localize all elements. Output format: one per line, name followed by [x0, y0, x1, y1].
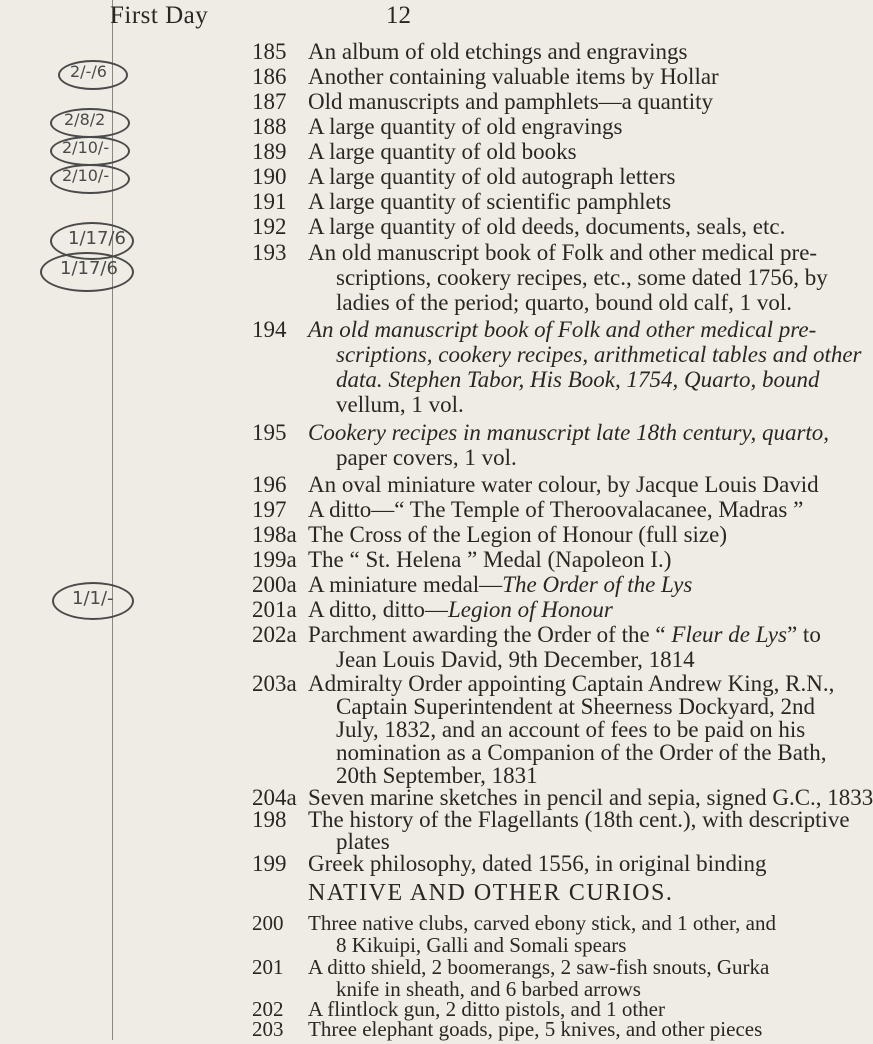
- lot-description: Another containing valuable items by Hollar: [308, 64, 719, 89]
- lot-description: Seven marine sketches in pencil and sepia, signed G.C., 1833: [308, 785, 873, 810]
- lot-description-line: nomination as a Companion of the Order of the Bath,: [336, 740, 827, 765]
- lot-number: 195: [252, 420, 287, 445]
- lot-description: A flintlock gun, 2 ditto pistols, and 1 other: [308, 997, 665, 1021]
- lot-number: 203a: [252, 671, 297, 696]
- section-heading: NATIVE AND OTHER CURIOS.: [308, 880, 674, 906]
- margin-annotation: 1/17/6: [68, 228, 126, 249]
- lot-number: 187: [252, 89, 287, 114]
- margin-annotation: 1/1/-: [72, 588, 114, 609]
- lot-number: 189: [252, 139, 287, 164]
- lot-number: 200a: [252, 572, 297, 597]
- lot-number: 192: [252, 214, 287, 239]
- lot-number: 194: [252, 317, 287, 342]
- lot-description: An album of old etchings and engravings: [308, 39, 688, 64]
- lot-description-line: data. Stephen Tabor, His Book, 1754, Quarto, bound: [336, 367, 820, 392]
- lot-description: A ditto shield, 2 boomerangs, 2 saw-fish snouts, Gurka: [308, 955, 770, 979]
- lot-number: 196: [252, 472, 287, 497]
- lot-description-plain: A ditto, ditto—: [308, 597, 448, 622]
- lot-description: Admiralty Order appointing Captain Andrew King, R.N.,: [308, 671, 835, 696]
- lot-description-plain: Parchment awarding the Order of the “: [308, 622, 672, 647]
- lot-description: Three native clubs, carved ebony stick, and 1 other, and: [308, 911, 776, 935]
- lot-description-line: 8 Kikuipi, Galli and Somali spears: [336, 933, 627, 957]
- lot-description-line: 20th September, 1831: [336, 763, 538, 788]
- lot-description: A large quantity of old autograph letters: [308, 164, 676, 189]
- lot-number: 186: [252, 64, 287, 89]
- lot-description-line: ladies of the period; quarto, bound old calf, 1 vol.: [336, 290, 793, 315]
- page-header-title: First Day: [110, 2, 209, 29]
- lot-description: [308, 571, 692, 599]
- lot-description-after: ” to: [786, 622, 821, 647]
- lot-number: 197: [252, 497, 287, 522]
- lot-number: 201a: [252, 597, 297, 622]
- lot-number: 199: [252, 851, 287, 876]
- lot-number: 203: [252, 1017, 284, 1041]
- lot-number: 191: [252, 189, 287, 214]
- lot-description-line: scriptions, cookery recipes, arithmetical tables and other: [336, 342, 862, 367]
- lot-description: The history of the Flagellants (18th cent.), with descriptive: [308, 807, 850, 832]
- lot-description: An oval miniature water colour, by Jacque Louis David: [308, 472, 819, 497]
- lot-description: An old manuscript book of Folk and other medical pre-: [308, 317, 817, 342]
- lot-description: The Cross of the Legion of Honour (full size): [308, 522, 728, 547]
- lot-description: A large quantity of old deeds, documents, seals, etc.: [308, 214, 786, 239]
- margin-annotation: 2/10/-: [62, 166, 110, 185]
- lot-description: A ditto—“ The Temple of Theroovalacanee, Madras ”: [308, 497, 804, 522]
- lot-description-line: knife in sheath, and 6 barbed arrows: [336, 977, 641, 1001]
- lot-description-italic: Legion of Honour: [447, 597, 613, 622]
- margin-annotation: 2/10/-: [62, 138, 110, 157]
- margin-annotation: 1/17/6: [60, 258, 118, 279]
- lot-description-line: paper covers, 1 vol.: [336, 445, 517, 470]
- lot-description-italic: The Order of the Lys: [502, 572, 693, 597]
- lot-description-italic: Fleur de Lys: [671, 622, 787, 647]
- lot-description: A large quantity of scientific pamphlets: [308, 189, 672, 214]
- lot-number: 198: [252, 807, 287, 832]
- lot-number: 202a: [252, 622, 297, 647]
- lot-description: An old manuscript book of Folk and other medical pre-: [308, 240, 818, 265]
- margin-annotation: 2/8/2: [64, 110, 106, 129]
- lot-number: 193: [252, 240, 287, 265]
- lot-description: [308, 621, 821, 649]
- lot-description-line: Jean Louis David, 9th December, 1814: [336, 647, 695, 672]
- lot-description: The “ St. Helena ” Medal (Napoleon I.): [308, 547, 672, 572]
- lot-description: A large quantity of old books: [308, 139, 577, 164]
- lot-number: 201: [252, 955, 284, 979]
- lot-number: 199a: [252, 547, 297, 572]
- lot-description-line: July, 1832, and an account of fees to be paid on his: [336, 717, 806, 742]
- lot-description-line: vellum, 1 vol.: [336, 392, 464, 417]
- lot-description: Old manuscripts and pamphlets—a quantity: [308, 89, 713, 114]
- lot-description: A large quantity of old engravings: [308, 114, 623, 139]
- margin-annotation: 2/-/6: [70, 62, 107, 81]
- lot-number: 188: [252, 114, 287, 139]
- lot-number: 190: [252, 164, 287, 189]
- page-number: 12: [386, 2, 411, 29]
- lot-description: [308, 596, 613, 624]
- lot-number: 204a: [252, 785, 297, 810]
- lot-description-line: plates: [336, 829, 390, 854]
- lot-number: 185: [252, 39, 287, 64]
- lot-description: Cookery recipes in manuscript late 18th century, quarto,: [308, 420, 830, 445]
- lot-description: Greek philosophy, dated 1556, in original binding: [308, 851, 767, 876]
- lot-number: 202: [252, 997, 284, 1021]
- lot-number: 198a: [252, 522, 297, 547]
- lot-description-plain: A miniature medal—: [308, 572, 503, 597]
- lot-description-line: scriptions, cookery recipes, etc., some dated 1756, by: [336, 265, 828, 290]
- lot-description-line: Captain Superintendent at Sheerness Dockyard, 2nd: [336, 694, 816, 719]
- lot-number: 200: [252, 911, 284, 935]
- lot-description: Three elephant goads, pipe, 5 knives, and other pieces: [308, 1017, 763, 1041]
